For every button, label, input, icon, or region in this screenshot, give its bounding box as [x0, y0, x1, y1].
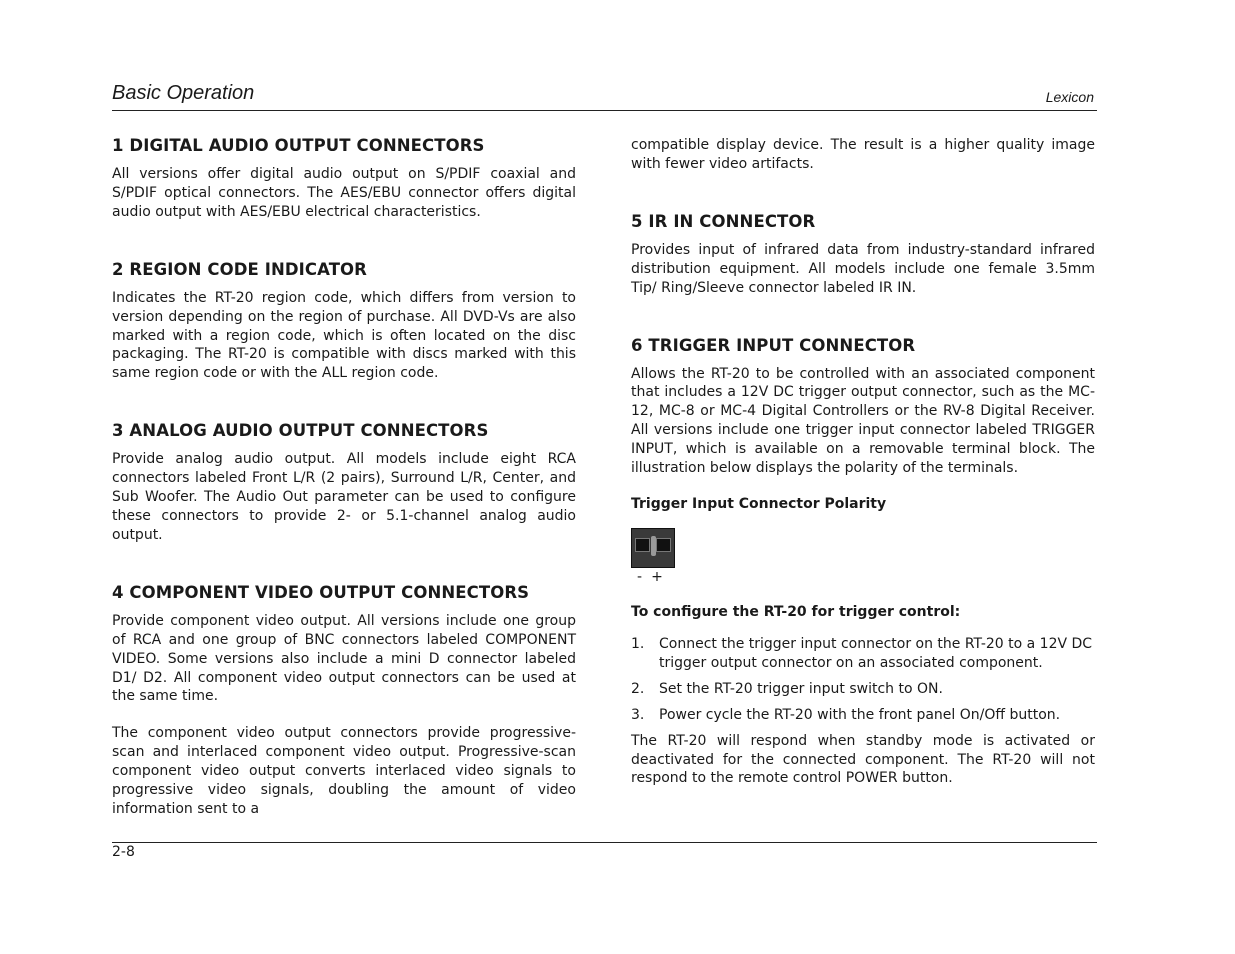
procedure-title: To configure the RT-20 for trigger control:: [631, 603, 961, 620]
section-heading-component-video: 4 COMPONENT VIDEO OUTPUT CONNECTORS: [112, 582, 530, 602]
page-title: Basic Operation: [112, 82, 255, 104]
section-body-digital-audio: All versions offer digital audio output on S/PDIF coaxial and S/PDIF optical connectors. The AES/EBU connector offers digital audio output with AES/EBU electrical characteristics.: [112, 166, 576, 220]
section-body-component-video-continued: compatible display device. The result is a higher quality image with fewer video artifacts.: [631, 137, 1095, 172]
step-text: Set the RT-20 trigger input switch to ON.: [659, 680, 943, 697]
section-heading-region-code: 2 REGION CODE INDICATOR: [112, 259, 367, 279]
header-rule: [112, 110, 1097, 111]
right-column: [631, 136, 1095, 788]
procedure-steps: [631, 635, 1095, 725]
footer-rule: [112, 842, 1097, 843]
positive-terminal: [656, 538, 671, 552]
list-item: [631, 706, 1095, 725]
section-body-trigger-input: Allows the RT-20 to be controlled with an associated component that includes a 12V DC trigger output connector, such as the MC-12, MC-8 or MC-4 Digital Controllers or the RV-8 Digital Receiver. All versions include one trigger input connector labeled TRIGGER INPUT, which is available on a removable terminal block. The illustration below displays the polarity of the terminals.: [631, 365, 1095, 477]
left-column: [112, 136, 576, 819]
polarity-minus-label: -: [637, 568, 652, 585]
list-item: [631, 635, 1095, 673]
section-heading-trigger-input: 6 TRIGGER INPUT CONNECTOR: [631, 335, 916, 355]
section-heading-ir-in: 5 IR IN CONNECTOR: [631, 211, 816, 231]
brand-name: Lexicon: [1045, 89, 1094, 105]
section-body-analog-audio: Provide analog audio output. All models include eight RCA connectors labeled Front L/R (2 pairs), Surround L/R, Center, and Sub Woofer. The Audio Out parameter can be used to configure these connectors to provide 2- or 5.1-channel analog audio output.: [112, 451, 576, 543]
section-heading-analog-audio: 3 ANALOG AUDIO OUTPUT CONNECTORS: [112, 421, 489, 441]
step-text: Connect the trigger input connector on the RT-20 to a 12V DC trigger output connector on an associated component.: [659, 635, 1093, 671]
figure-title: Trigger Input Connector Polarity: [631, 495, 887, 512]
section-body-ir-in: Provides input of infrared data from industry-standard infrared distribution equipment. All models include one female 3.5mm Tip/ Ring/Sleeve connector labeled IR IN.: [631, 241, 1095, 296]
list-item: [631, 680, 1095, 699]
section-body-component-video-2: The component video output connectors provide progressive-scan and interlaced component video output. Progressive-scan component video output converts interlaced video signals to progressive video signals, doubling the amount of video information sent to a: [112, 725, 576, 817]
section-body-region-code: Indicates the RT-20 region code, which differs from version to version depending on the region of purchase. All DVD-Vs are also marked with a region code, which is often located on the disc packaging. The RT-20 is compatible with discs marked with this same region code or with the ALL region code.: [112, 289, 576, 382]
polarity-plus-label: +: [651, 568, 672, 585]
step-number: 3.: [631, 706, 645, 723]
closing-paragraph: The RT-20 will respond when standby mode is activated or deactivated for the connected component. The RT-20 will not respond to the remote control POWER button.: [631, 732, 1095, 787]
step-number: 1.: [631, 635, 645, 652]
step-number: 2.: [631, 680, 645, 697]
polarity-labels: [631, 569, 1095, 585]
section-heading-digital-audio: 1 DIGITAL AUDIO OUTPUT CONNECTORS: [112, 136, 485, 155]
negative-terminal: [635, 538, 650, 552]
trigger-connector-figure: [631, 528, 1095, 585]
page-number: 2-8: [112, 844, 135, 860]
terminal-block-illustration: [631, 528, 675, 568]
section-body-component-video: Provide component video output. All versions include one group of RCA and one group of BNC connectors labeled COMPONENT VIDEO. Some versions also include a mini D connector labeled D1/ D2. All component video output connectors can be used at the same time.: [112, 612, 576, 705]
step-text: Power cycle the RT-20 with the front panel On/Off button.: [659, 706, 1061, 723]
